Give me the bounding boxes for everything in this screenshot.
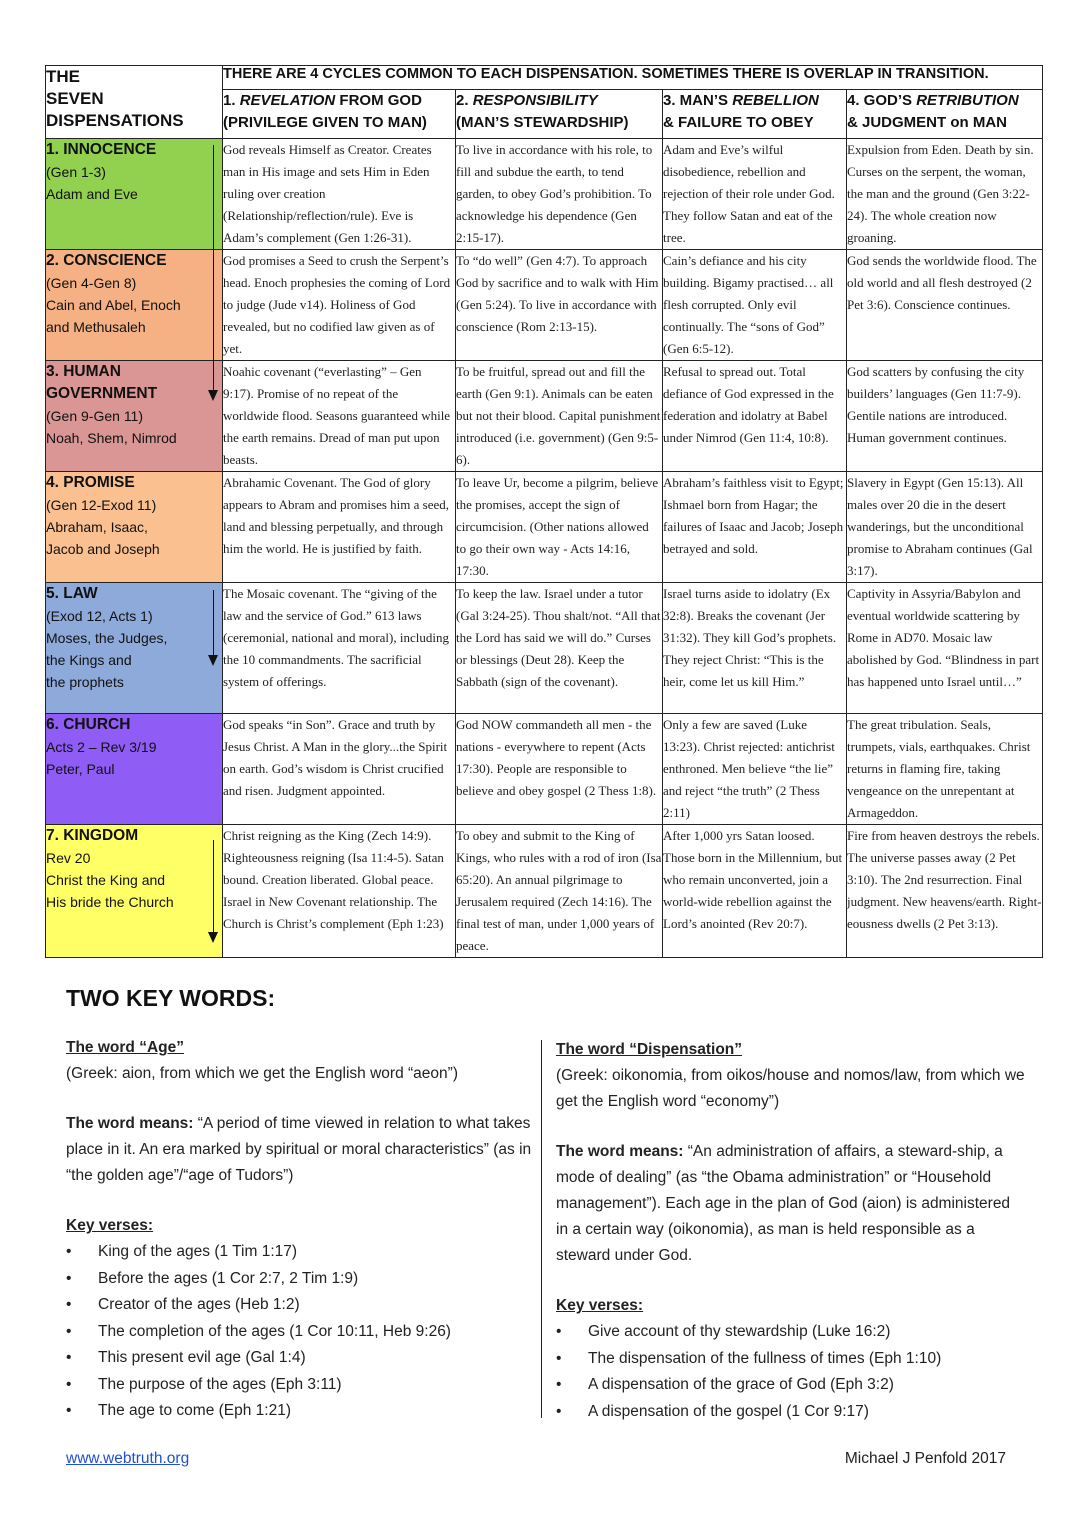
corner-line-2: SEVEN xyxy=(46,89,104,108)
dispensation-label-human-government: 3. HUMAN GOVERNMENT (Gen 9-Gen 11) Noah, Shem, Nimrod xyxy=(46,361,223,472)
keyword-dispensation-verses-label: Key verses: xyxy=(556,1297,644,1314)
keyword-age-origin: (Greek: aion, from which we get the English word “aeon”) xyxy=(66,1065,458,1082)
table-row-conscience xyxy=(46,250,1043,361)
list-item: • A dispensation of the gospel (1 Cor 9:17) xyxy=(556,1402,869,1420)
cell-rebellion: Israel turns aside to idolatry (Ex 32:8). Breaks the covenant (Jer 31:32). They kill God’s prophets. They reject Christ: “This is the heir, come let us kill Him.” xyxy=(663,583,847,714)
cell-responsibility: To obey and submit to the King of Kings, who rules with a rod of iron (Isa 65:20). An annual pilgrimage to Jerusalem required (Zech 14:16). The final test of man, under 1,000 years of peace. xyxy=(456,825,663,958)
column-header-rebellion: 3. MAN’S REBELLION & FAILURE TO OBEY xyxy=(663,89,847,138)
two-key-words-heading: TWO KEY WORDS: xyxy=(66,985,276,1011)
cell-rebellion: Adam and Eve’s wilful disobedience, rebellion and rejection of their role under God. They follow Satan and eat of the tree. xyxy=(663,139,847,250)
cell-responsibility: To live in accordance with his role, to fill and subdue the earth, to tend garden, to obey God’s prohibition. To acknowledge his dependence (Gen 2:15-17). xyxy=(456,139,663,250)
dispensation-label-promise: 4. PROMISE (Gen 12-Exod 11) Abraham, Isaac, Jacob and Joseph xyxy=(46,472,223,583)
website-link[interactable]: www.webtruth.org xyxy=(66,1450,190,1467)
corner-line-1: THE xyxy=(46,67,80,86)
cell-responsibility: To be fruitful, spread out and fill the earth (Gen 9:1). Animals can be eaten but not their blood. Capital punishment introduced (i.e. government) (Gen 9:5-6). xyxy=(456,361,663,472)
cell-revelation: Noahic covenant (“everlasting” – Gen 9:17). Promise of no repeat of the worldwide flood. Seasons guaranteed while the earth remains. Dread of man put upon beasts. xyxy=(223,361,456,472)
cell-responsibility: To keep the law. Israel under a tutor (Gal 3:24-25). Thou shalt/not. “All that the Lord has said we will do.” Curses or blessings (Deut 28). Keep the Sabbath (sign of the covenant). xyxy=(456,583,663,714)
table-corner-title xyxy=(46,66,223,139)
cell-retribution: Captivity in Assyria/Babylon and eventual worldwide scattering by Rome in AD70. Mosaic law abolished by God. “Blindness in part has happened unto Israel until…” xyxy=(847,583,1043,714)
timeline-arrowhead-icon xyxy=(208,390,218,401)
list-item: • King of the ages (1 Tim 1:17) xyxy=(66,1243,298,1260)
cell-revelation: God speaks “in Son”. Grace and truth by Jesus Christ. A Man in the glory...the Spirit on earth. God’s wisdom is Christ crucified and risen. Judgment appointed. xyxy=(223,714,456,825)
keyword-dispensation-section xyxy=(556,1037,1026,1425)
list-item: • The purpose of the ages (Eph 3:11) xyxy=(66,1375,342,1393)
list-item: • Before the ages (1 Cor 2:7, 2 Tim 1:9) xyxy=(66,1269,359,1287)
corner-line-3: DISPENSATIONS xyxy=(46,111,184,130)
cycles-banner: THERE ARE 4 CYCLES COMMON TO EACH DISPENSATION. SOMETIMES THERE IS OVERLAP IN TRANSITION. xyxy=(223,66,1043,90)
author-credit: Michael J Penfold 2017 xyxy=(844,1450,1006,1467)
cell-retribution: God scatters by confusing the city builders’ languages (Gen 11:7-9). Gentile nations are introduced. Human government continues. xyxy=(847,361,1043,472)
dispensation-label-innocence: 1. INNOCENCE (Gen 1-3) Adam and Eve xyxy=(46,139,223,250)
column-header-revelation: 1. REVELATION FROM GOD (PRIVILEGE GIVEN TO MAN) xyxy=(223,89,456,138)
table-row-promise xyxy=(46,472,1043,583)
cell-retribution: The great tribulation. Seals, trumpets, vials, earthquakes. Christ returns in flaming fire, taking vengeance on the unrepentant at Armageddon. xyxy=(847,714,1043,825)
cell-retribution: Fire from heaven destroys the rebels. The universe passes away (2 Pet 3:10). The 2nd resurrection. Final judgment. New heavens/earth. Right-eousness dwells (2 Pet 3:13). xyxy=(847,825,1043,958)
timeline-arrow-line-3 xyxy=(213,840,214,935)
cell-rebellion: Refusal to spread out. Total defiance of God expressed in the federation and idolatry at Babel under Nimrod (Gen 11:4, 10:8). xyxy=(663,361,847,472)
list-item: • The dispensation of the fullness of times (Eph 1:10) xyxy=(556,1349,942,1367)
keyword-dispensation-origin: (Greek: oikonomia, from oikos/house and nomos/law, from which we get the English word “economy”) xyxy=(556,1067,1025,1110)
column-header-responsibility: 2. RESPONSIBILITY (MAN’S STEWARDSHIP) xyxy=(456,89,663,138)
cell-revelation: Christ reigning as the King (Zech 14:9). Righteousness reigning (Isa 11:4-5). Satan bound. Creation liberated. Global peace. Israel in New Covenant relationship. The Church is Christ’s complement (Eph 1:23) xyxy=(223,825,456,958)
keyword-age-verses-list xyxy=(66,1239,536,1425)
cell-responsibility: God NOW commandeth all men - the nations - everywhere to repent (Acts 17:30). People are responsible to believe and obey gospel (2 Thess 1:8). xyxy=(456,714,663,825)
keyword-age-title: The word “Age” xyxy=(66,1039,184,1056)
keyword-dispensation-meaning: The word means: “An administration of affairs, a steward-ship, a mode of dealing” (as “the Obama administration” or “Household management”). Each age in the plan of God (aion) is administered in a certain way (oikonomia), as man is held responsible as a steward under God. xyxy=(556,1143,1011,1264)
cell-rebellion: Only a few are saved (Luke 13:23). Christ rejected: antichrist enthroned. Men believe “the lie” and reject “the truth” (2 Thess 2:11) xyxy=(663,714,847,825)
dispensation-label-law: 5. LAW (Exod 12, Acts 1) Moses, the Judges, the Kings and the prophets xyxy=(46,583,223,714)
timeline-arrowhead-icon xyxy=(208,932,218,943)
list-item: • The age to come (Eph 1:21) xyxy=(66,1402,292,1419)
cell-rebellion: Cain’s defiance and his city building. Bigamy practised… all flesh corrupted. Only evil continually. The “sons of God” (Gen 6:5-12). xyxy=(663,250,847,361)
table-row-kingdom xyxy=(46,825,1043,958)
keyword-dispensation-title: The word “Dispensation” xyxy=(556,1041,743,1058)
timeline-arrowhead-icon xyxy=(208,655,218,666)
list-item: • Give account of thy stewardship (Luke 16:2) xyxy=(556,1323,891,1340)
table-row-innocence xyxy=(46,139,1043,250)
keyword-age-verses-label: Key verses: xyxy=(66,1217,154,1234)
cell-revelation: God reveals Himself as Creator. Creates man in His image and sets Him in Eden ruling over creation (Relationship/reflection/rule). Eve is Adam’s complement (Gen 1:26-31). xyxy=(223,139,456,250)
cell-rebellion: After 1,000 yrs Satan loosed. Those born in the Millennium, but who remain unconverted, join a world-wide rebellion against the Lord’s anointed (Rev 20:7). xyxy=(663,825,847,958)
cell-retribution: Expulsion from Eden. Death by sin. Curses on the serpent, the woman, the man and the ground (Gen 3:22-24). The whole creation now groaning. xyxy=(847,139,1043,250)
cell-retribution: God sends the worldwide flood. The old world and all flesh destroyed (2 Pet 3:6). Conscience continues. xyxy=(847,250,1043,361)
table-row-law xyxy=(46,583,1043,714)
keyword-age-section xyxy=(66,1035,536,1425)
cell-rebellion: Abraham’s faithless visit to Egypt; Ishmael born from Hagar; the failures of Isaac and Jacob; Joseph betrayed and sold. xyxy=(663,472,847,583)
list-item: • A dispensation of the grace of God (Eph 3:2) xyxy=(556,1376,894,1393)
keyword-age-meaning: The word means: “A period of time viewed in relation to what takes place in it. An era marked by spiritual or moral characteristics” (as in “the golden age”/“age of Tudors”) xyxy=(66,1115,532,1184)
cell-revelation: The Mosaic covenant. The “giving of the law and the service of God.” 613 laws (ceremonial, national and moral), including the 10 commandments. The sacrificial system of offerings. xyxy=(223,583,456,714)
cell-responsibility: To leave Ur, become a pilgrim, believe the promises, accept the sign of circumcision. (Other nations allowed to go their own way - Acts 14:16, 17:30. xyxy=(456,472,663,583)
timeline-arrow-line-1 xyxy=(213,145,214,395)
dispensation-label-conscience: 2. CONSCIENCE (Gen 4-Gen 8) Cain and Abel, Enoch and Methusaleh xyxy=(46,250,223,361)
list-item: • Creator of the ages (Heb 1:2) xyxy=(66,1296,300,1313)
cell-revelation: Abrahamic Covenant. The God of glory appears to Abram and promises him a seed, land and blessing perpetually, and through him the world. He is justified by faith. xyxy=(223,472,456,583)
timeline-arrow-line-2 xyxy=(213,590,214,660)
column-divider xyxy=(541,1040,542,1418)
list-item: • The completion of the ages (1 Cor 10:11, Heb 9:26) xyxy=(66,1322,451,1340)
keyword-dispensation-verses-list xyxy=(556,1319,1026,1425)
cell-revelation: God promises a Seed to crush the Serpent’s head. Enoch prophesies the coming of Lord to judge (Jude v14). Holiness of God revealed, but no codified law given as of yet. xyxy=(223,250,456,361)
table-row-church xyxy=(46,714,1043,825)
list-item: • This present evil age (Gal 1:4) xyxy=(66,1349,306,1366)
column-header-retribution: 4. GOD’S RETRIBUTION & JUDGMENT on MAN xyxy=(847,89,1043,138)
dispensation-label-church: 6. CHURCH Acts 2 – Rev 3/19 Peter, Paul xyxy=(46,714,223,825)
dispensation-label-kingdom: 7. KINGDOM Rev 20 Christ the King and His bride the Church xyxy=(46,825,223,958)
table-row-human-government xyxy=(46,361,1043,472)
cell-retribution: Slavery in Egypt (Gen 15:13). All males over 20 die in the desert wanderings, but the unconditional promise to Abraham continues (Gal 3:17). xyxy=(847,472,1043,583)
cell-responsibility: To “do well” (Gen 4:7). To approach God by sacrifice and to walk with Him (Gen 5:24). To live in accordance with conscience (Rom 2:13-15). xyxy=(456,250,663,361)
dispensations-table xyxy=(45,65,1043,958)
